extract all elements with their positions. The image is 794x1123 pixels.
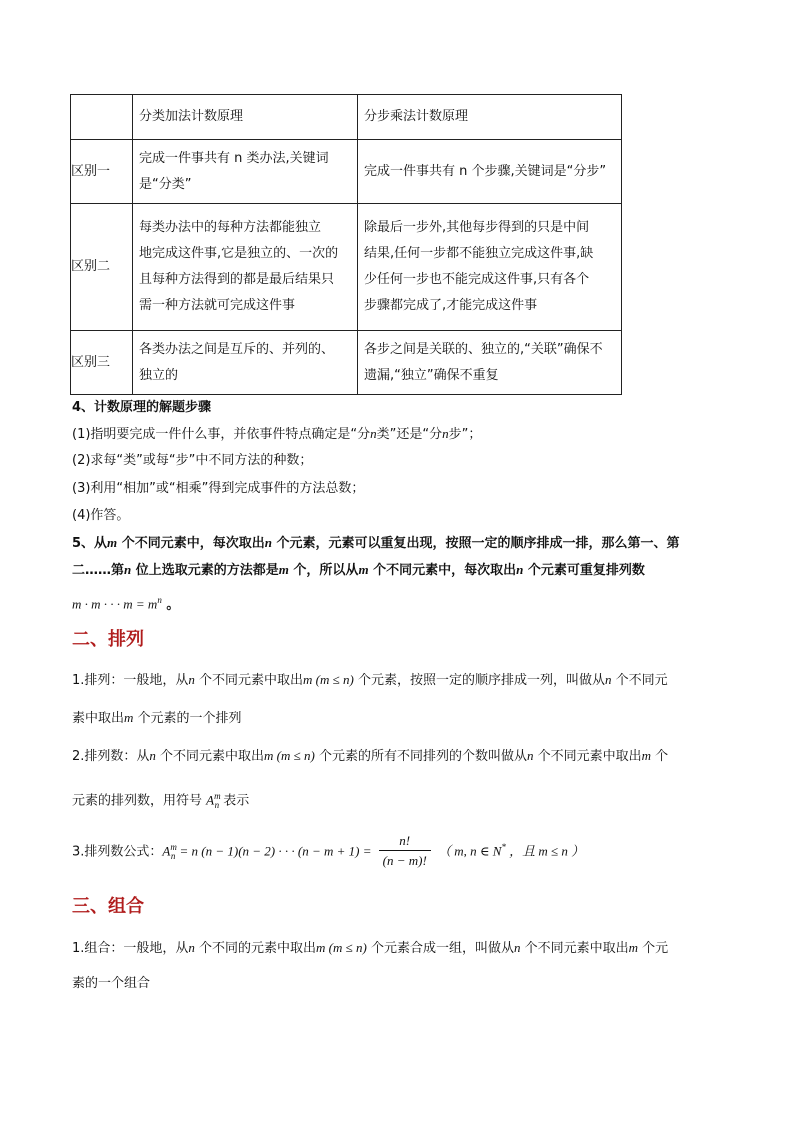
math-m: m	[124, 710, 134, 725]
formula-exponent: n	[157, 595, 162, 605]
permutation-number-line-1	[72, 746, 668, 767]
math-m: m	[278, 562, 289, 577]
cell-line: 结果,任何一步都不能独立完成这件事,缺	[364, 246, 594, 261]
step-1-text: (1)指明要完成一件什么事，并依事件特点确定是“分	[72, 427, 371, 442]
math-n: n	[188, 940, 195, 955]
paragraph-5-formula	[72, 590, 179, 615]
symbol-A-sup: m	[170, 842, 177, 852]
text: 个元素的所有不同排列的个数叫做从	[314, 749, 528, 764]
text: 个，所以从	[288, 563, 359, 578]
symbol-A: A	[206, 792, 215, 808]
symbol-A: A	[162, 843, 171, 859]
steps-title: 4、计数原理的解题步骤	[72, 400, 212, 415]
fraction-denominator: (n − m)!	[382, 853, 427, 869]
combination-def-line-2: 素的一个组合	[72, 976, 151, 991]
math-n: n	[124, 562, 132, 577]
math-n: n	[149, 748, 156, 763]
paragraph-5-line-1	[72, 533, 679, 554]
math-m: m	[641, 748, 652, 763]
text: 个不同元素中，每次取出	[368, 563, 517, 578]
combination-def-line-1	[72, 938, 668, 959]
addition-cell	[133, 140, 358, 204]
cell-line: 独立的	[139, 367, 179, 383]
table-row	[71, 204, 622, 331]
cell-line: 各类办法之间是互斥的、并列的、	[139, 341, 335, 357]
comparison-table	[70, 94, 622, 395]
table-corner-cell	[71, 95, 133, 140]
math-n: n	[527, 748, 534, 763]
text: 个不同元素中取出	[155, 749, 265, 764]
cell-line: 每类办法中的每种方法都能独立	[139, 220, 322, 235]
text: 个元素可重复排列数	[523, 563, 645, 578]
math-m: m	[628, 940, 639, 955]
text: 个元素合成一组，叫做从	[366, 941, 515, 956]
step-2: (2)求每“类”或每“步”中不同方法的种数；	[72, 453, 313, 468]
cell-line: 完成一件事共有 n 个步骤,关键词是“分步”	[364, 163, 607, 179]
table-header-row	[71, 95, 622, 140]
math-n: n	[514, 940, 521, 955]
math-m-le-n: m (m ≤ n)	[264, 748, 315, 763]
text: 素中取出	[72, 711, 125, 726]
text: 1.组合：一般地，从	[72, 941, 189, 956]
cell-line: 地完成这件事,它是独立的、一次的	[139, 246, 339, 261]
addition-cell	[133, 204, 358, 331]
math-n: n	[370, 426, 377, 441]
fraction-numerator: n!	[379, 832, 431, 851]
text: 个元素，元素可以重复出现，按照一定的顺序排成一排，那么第一、第	[271, 536, 680, 551]
text: 个不同元	[611, 673, 668, 688]
text: 2.排列数：从	[72, 749, 150, 764]
multiplication-cell	[358, 140, 622, 204]
fraction	[379, 832, 431, 871]
text: 。	[161, 597, 180, 613]
math-n: n	[605, 672, 612, 687]
cell-line: 少任何一步也不能完成这件事,只有各个	[364, 272, 590, 287]
formula-condition: ，且 m ≤ n ）	[505, 843, 585, 859]
math-m: m	[107, 535, 118, 550]
multiplication-cell	[358, 204, 622, 331]
cell-line: 各步之间是关联的、独立的,“关联”确保不	[364, 341, 603, 357]
text: 表示	[219, 793, 250, 809]
cell-line: 除最后一步外,其他每步得到的只是中间	[364, 220, 590, 235]
formula-lhs: = n (n − 1)(n − 2) · · · (n − m + 1) =	[179, 843, 372, 859]
paragraph-5-line-2	[72, 560, 645, 581]
section-title-combination: 三、组合	[72, 896, 144, 917]
permutation-def-line-1	[72, 670, 668, 691]
step-3: (3)利用“相加”或“相乘”得到完成事件的方法总数；	[72, 481, 365, 496]
symbol-A-sup: m	[214, 791, 221, 801]
text: 3.排列数公式：	[72, 844, 163, 860]
permutation-def-line-2	[72, 708, 242, 729]
text: 个不同的元素中取出	[194, 941, 317, 956]
text: 个不同元素中取出	[520, 941, 629, 956]
symbol-A-sub: n	[214, 799, 220, 810]
addition-cell	[133, 331, 358, 395]
header-addition-principle: 分类加法计数原理	[133, 95, 358, 140]
cell-line: 且每种方法得到的都是最后结果只	[139, 272, 335, 287]
table-row	[71, 331, 622, 395]
cell-line: 遗漏,“独立”确保不重复	[364, 367, 499, 383]
text: 个元	[638, 941, 669, 956]
cell-line: 是“分类”	[139, 176, 192, 192]
text: 个不同元素中，每次取出	[117, 536, 265, 551]
math-n: n	[516, 562, 524, 577]
section-title-permutation: 二、排列	[72, 629, 144, 650]
text: 个不同元素中取出	[194, 673, 304, 688]
cell-line: 需一种方法就可完成这件事	[139, 298, 296, 313]
math-n: n	[264, 535, 272, 550]
text: 个元素的一个排列	[133, 711, 242, 726]
text: 1.排列：一般地，从	[72, 673, 189, 688]
math-m-le-n: m (m ≤ n)	[316, 940, 367, 955]
row-label: 区别一	[71, 140, 133, 204]
step-4: (4)作答。	[72, 508, 130, 523]
math-m-le-n: m (m ≤ n)	[303, 672, 354, 687]
star: *	[501, 842, 506, 852]
math-m: m	[358, 562, 369, 577]
math-n: n	[442, 426, 449, 441]
table-row	[71, 140, 622, 204]
text: 个	[651, 749, 669, 764]
step-1	[72, 424, 481, 445]
header-multiplication-principle: 分步乘法计数原理	[358, 95, 622, 140]
text: 二……第	[72, 563, 125, 578]
text: 个元素，按照一定的顺序排成一列，叫做从	[353, 673, 606, 688]
step-1-text: 步”；	[448, 427, 482, 442]
symbol-A-sub: n	[170, 850, 176, 861]
step-1-text: 类”还是“分	[376, 427, 443, 442]
text: 元素的排列数，用符号	[72, 793, 207, 809]
text: 5、从	[72, 536, 108, 551]
row-label: 区别三	[71, 331, 133, 395]
formula-condition: （ m, n ∈ N	[437, 843, 502, 859]
cell-line: 步骤都完成了,才能完成这件事	[364, 298, 538, 313]
permutation-number-line-2	[72, 786, 249, 815]
formula: m · m · · · m = m	[72, 596, 158, 612]
multiplication-cell	[358, 331, 622, 395]
text: 位上选取元素的方法都是	[131, 563, 279, 578]
row-label: 区别二	[71, 204, 133, 331]
text: 个不同元素中取出	[533, 749, 642, 764]
cell-line: 完成一件事共有 n 类办法,关键词	[139, 150, 329, 166]
permutation-formula-line	[72, 828, 584, 875]
math-n: n	[188, 672, 195, 687]
